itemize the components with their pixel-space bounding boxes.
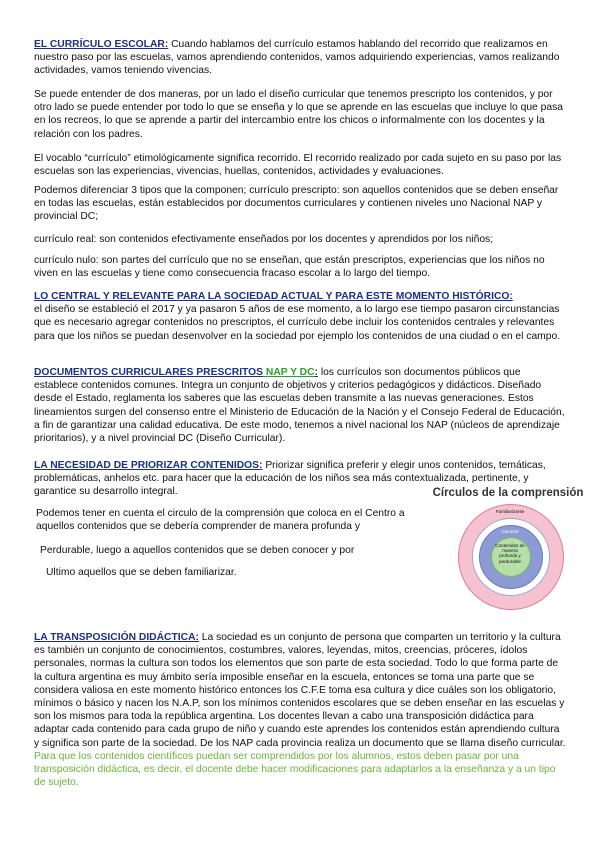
documentos-text: los currículos son documentos públicos que establece contenidos comunes. Integra un conjunto de objetivos y criterios pedagógicos y didácticos. Diseñado desde el Estado, reglamenta los saberes que las escuelas deben transmite a las nuevas generaciones. Estos lineamientos surgen del consenso entre el Ministerio de Educación de la Nación y el Consejo Federal de Educación, a fin de garantizar una calidad educativa. De este modo, tenemos a nivel nacional los NAP (núcleos de aprendizaje prioritarios), y a nivel provincial DC (Diseño Curricular).: [34, 367, 565, 445]
curriculo-p2: Se puede entender de dos maneras, por un lado el diseño curricular que tenemos prescripto los contenidos, y por otro lado se puede entender por todo lo que se enseña y lo que se aprende en las escuelas que incluye lo que pasa en los recreos, lo que se aprende a partir del intercambio entre los chicos o informalmente con los docentes y la relación con los padres.: [34, 89, 563, 140]
transposicion-heading: LA TRANSPOSICIÓN DIDÁCTICA:: [34, 632, 199, 643]
middle-circle-label: Conocer: [501, 529, 519, 534]
documentos-colon: :: [314, 367, 318, 378]
documentos-section: [34, 366, 566, 445]
circle-text-3: Ultimo aquellos que se deben familiarizar.: [46, 567, 237, 578]
priorizar-heading: LA NECESIDAD DE PRIORIZAR CONTENIDOS:: [34, 460, 263, 471]
curriculo-p4: Podemos diferenciar 3 tipos que la componen; currículo prescripto: son aquellos contenidos que se deben enseñar en todas las escuelas, están establecidos por documentos curriculares y contienen niveles uno Nacional NAP y provincial DC;: [34, 185, 559, 223]
documentos-heading: DOCUMENTOS CURRICULARES PRESCRITOS: [34, 367, 264, 378]
outer-circle-label: Familiarizarse: [495, 509, 525, 514]
transposicion-section: [34, 631, 566, 789]
priorizar-text: Priorizar significa preferir y elegir unos contenidos, temáticas, problemáticas, anhelos etc. para hacer que la educación de los niños sea más contextualizada, pertinente, y garantice su desarrollo integral.: [34, 460, 546, 498]
transposicion-text: La sociedad es un conjunto de persona que comparten un territorio y la cultura es también un conjunto de conocimientos, costumbres, valores, leyendas, mitos, creencias, próceres, ídolos personales, normas la cultura son todos los elementos que son parte de esta sociedad. Todo lo que forma parte de la cultura argentina es muy ámbito sería imposible enseñar en la escuela, entonces se toma una parte que se considera valiosa en este momento histórico entonces los C.F.E toma esa cultura y dice cuáles son los obligatorio, mínimos o básico y nacen los N.A.P, son los mínimos contenidos escolares que se deben enseñar en las escuelas y son los mismos para toda la república argentina. Los docentes llevan a cabo una transposición didáctica para adaptar cada contenido para cada grupo de niño y cuando este aprendes los contenidos están aprendiendo cultura y significa son parte de la sociedad. De los NAP cada provincia realiza un documento que se llama diseño curricular.: [34, 632, 566, 749]
figure-title: Círculos de la comprensión: [432, 487, 584, 499]
circle-text-2: Perdurable, luego a aquellos contenidos que se deben conocer y por: [40, 545, 355, 556]
curriculo-p3: El vocablo “currículo” etimológicamente significa recorrido. El recorrido realizado por cada sujeto en su paso por las escuelas son las experiencias, vivencias, huellas, contenidos, actividades y evaluaciones.: [34, 153, 562, 178]
central-text: el diseño se estableció el 2017 y ya pasaron 5 años de ese momento, a lo largo ese tiempo pasaron circunstancias que es necesario agregar contenidos no prescriptos, el currículo debe incluir los contenidos centrales y relevantes para que los niños se puedan desenvolver en la sociedad por ejemplo los contenidos de una ciudad o en el campo.: [34, 304, 561, 342]
comprehension-circles-figure: [428, 487, 588, 619]
documentos-nap: NAP Y DC: [263, 367, 315, 378]
curriculo-p1: Cuando hablamos del currículo estamos hablando del recorrido que realizamos en nuestro paso por las escuelas, vamos aprendiendo contenidos, vamos adquiriendo experiencias, vamos realizando actividades, vamos teniendo vivencias.: [34, 39, 560, 77]
transposicion-green-text: Para que los contenidos científicos puedan ser comprendidos por los alumnos, estos deben pasar por una transposición didáctica, es decir, el docente debe hacer modificaciones para adaptarlos a la enseñanza y a un tipo de sujeto.: [34, 750, 556, 789]
curriculo-heading: EL CURRÍCULO ESCOLAR:: [34, 39, 169, 50]
curriculo-intro: [34, 38, 566, 78]
inner-circle-label: Contenidos de manera profunda y perdurable: [495, 543, 525, 564]
central-heading: LO CENTRAL Y RELEVANTE PARA LA SOCIEDAD ACTUAL Y PARA ESTE MOMENTO HISTÓRICO:: [34, 291, 513, 302]
central-section: [34, 290, 566, 343]
curriculo-p6: currículo nulo: son partes del currículo que no se enseñan, que están prescriptos, experiencias que los niños no viven en las escuelas y tiene como consecuencia fracaso escolar a lo largo del tiempo.: [34, 255, 545, 280]
circle-text-1: Podemos tener en cuenta el circulo de la comprensión que coloca en el Centro a aquellos contenidos que se debería comprender de manera profunda y: [36, 508, 405, 533]
curriculo-p5: currículo real: son contenidos efectivamente enseñados por los docentes y aprendidos por los niños;: [34, 234, 494, 245]
